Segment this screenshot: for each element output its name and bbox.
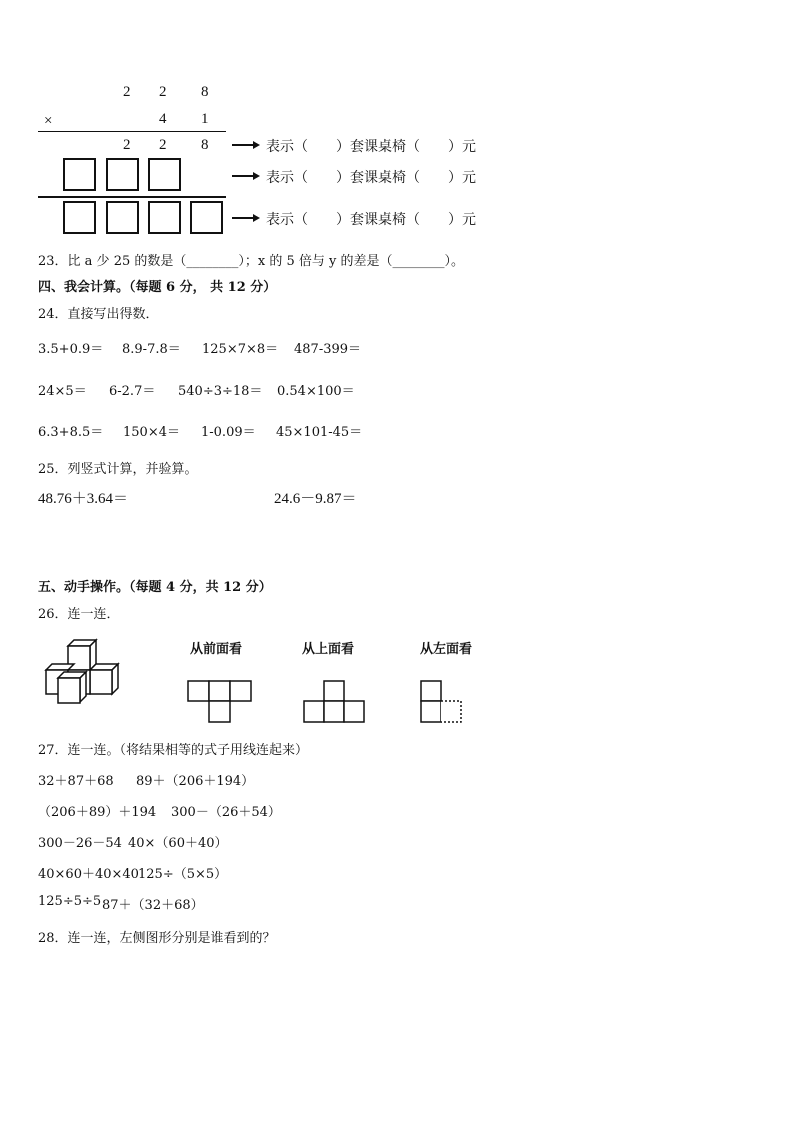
calc-item: 8.9-7.8＝ xyxy=(122,342,181,357)
answer-box[interactable] xyxy=(148,201,181,234)
calc-item: 150×4＝ xyxy=(123,425,180,440)
digit: 2 xyxy=(123,84,131,100)
vertical-calc-1: 48.76＋3.64＝ xyxy=(38,491,129,507)
calc-item: 0.54×100＝ xyxy=(277,384,355,399)
digit: 8 xyxy=(201,84,209,100)
question-27-title: 27．连一连。（将结果相等的式子用线连起来） xyxy=(38,743,309,758)
digit: 2 xyxy=(123,137,131,153)
expr-right[interactable]: 125÷（5×5） xyxy=(138,867,228,882)
top-view-shape xyxy=(302,680,372,725)
expr-left[interactable]: 125÷5÷5 xyxy=(38,894,102,909)
expr-left[interactable]: 300－26－54 xyxy=(38,836,122,851)
calc-item: 487-399＝ xyxy=(294,342,362,357)
expr-left[interactable]: （206＋89）＋194 xyxy=(38,805,157,820)
answer-box[interactable] xyxy=(148,158,181,191)
section-4-heading: 四、我会计算。（每题 6 分， 共 12 分） xyxy=(38,280,277,295)
expr-left[interactable]: 40×60＋40×40 xyxy=(38,867,139,882)
view-label-top: 从上面看 xyxy=(302,642,355,657)
rule-line xyxy=(38,196,226,198)
expr-right[interactable]: 89＋（206＋194） xyxy=(136,774,255,789)
calc-item: 45×101-45＝ xyxy=(276,425,363,440)
digit: 2 xyxy=(159,84,167,100)
answer-box[interactable] xyxy=(63,201,96,234)
expr-left[interactable]: 32＋87＋68 xyxy=(38,774,114,789)
rule-line xyxy=(38,131,226,132)
arrow-line xyxy=(232,175,254,177)
explain-text: 表示（ ）套课桌椅（ ）元 xyxy=(266,170,476,186)
answer-box[interactable] xyxy=(106,158,139,191)
answer-box[interactable] xyxy=(106,201,139,234)
explain-text: 表示（ ）套课桌椅（ ）元 xyxy=(266,139,476,155)
expr-right[interactable]: 87＋（32＋68） xyxy=(102,898,204,913)
question-26-title: 26．连一连． xyxy=(38,607,120,622)
left-view-shape xyxy=(418,680,468,725)
calc-item: 6.3+8.5＝ xyxy=(38,425,104,440)
arrow-right-icon xyxy=(253,214,260,222)
arrow-right-icon xyxy=(253,141,260,149)
arrow-line xyxy=(232,217,254,219)
calc-item: 125×7×8＝ xyxy=(202,342,279,357)
times-sign: × xyxy=(44,113,53,129)
answer-box[interactable] xyxy=(190,201,223,234)
answer-box[interactable] xyxy=(63,158,96,191)
calc-item: 3.5+0.9＝ xyxy=(38,342,104,357)
calc-item: 6-2.7＝ xyxy=(109,384,156,399)
arrow-line xyxy=(232,144,254,146)
question-28-title: 28．连一连，左侧图形分别是谁看到的？ xyxy=(38,931,276,946)
digit: 2 xyxy=(159,137,167,153)
vertical-calc-2: 24.6－9.87＝ xyxy=(274,491,357,507)
view-label-front: 从前面看 xyxy=(190,642,243,657)
expr-right[interactable]: 300－（26＋54） xyxy=(171,805,281,820)
front-view-shape xyxy=(186,680,256,725)
calc-item: 24×5＝ xyxy=(38,384,87,399)
question-24-title: 24．直接写出得数． xyxy=(38,307,159,322)
question-25-title: 25．列竖式计算，并验算。 xyxy=(38,462,198,477)
calc-item: 1-0.09＝ xyxy=(201,425,256,440)
view-label-left: 从左面看 xyxy=(420,642,473,657)
calc-item: 540÷3÷18＝ xyxy=(178,384,263,399)
explain-text: 表示（ ）套课桌椅（ ）元 xyxy=(266,212,476,228)
digit: 4 xyxy=(159,111,167,127)
expr-right[interactable]: 40×（60＋40） xyxy=(128,836,228,851)
digit: 8 xyxy=(201,137,209,153)
arrow-right-icon xyxy=(253,172,260,180)
question-23: 23．比 a 少 25 的数是（________）；x 的 5 倍与 y 的差是（________）。 xyxy=(38,254,464,269)
digit: 1 xyxy=(201,111,209,127)
section-5-heading: 五、动手操作。（每题 4 分，共 12 分） xyxy=(38,580,272,595)
cube-stack-figure xyxy=(38,636,138,706)
